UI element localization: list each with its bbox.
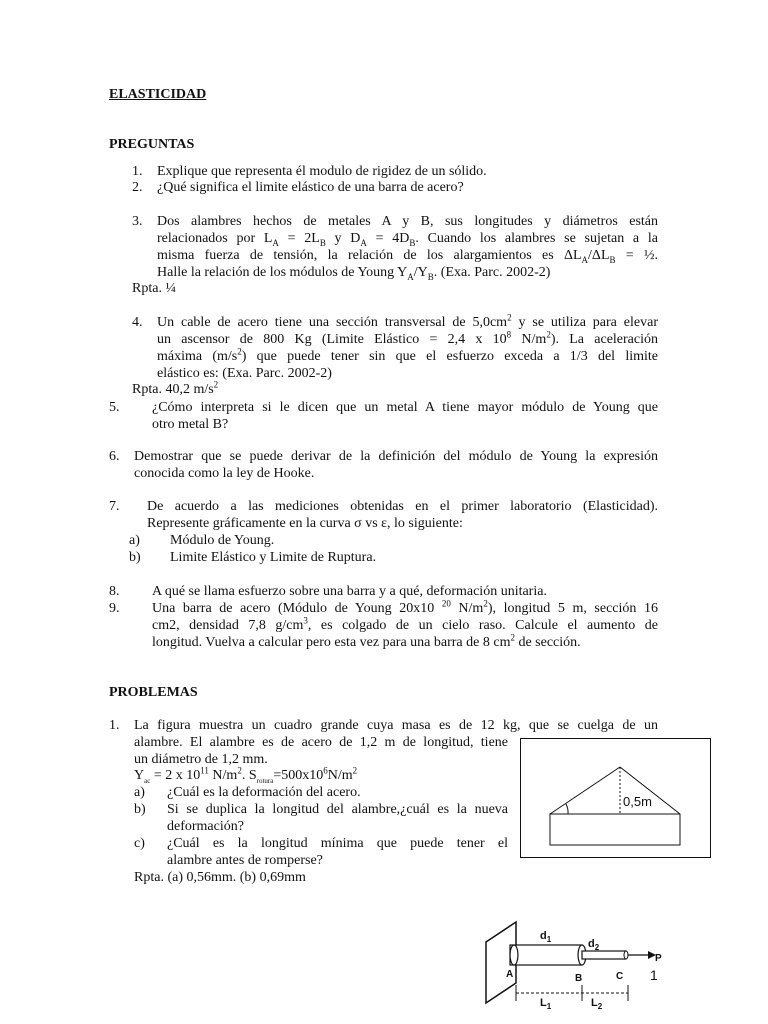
question-7-number: 7. [109,499,120,514]
question-2-text: ¿Qué significa el limite elástico de una barra de acero? [157,180,464,195]
problem-1-c-line-1: ¿Cuál es la longitud mínima que puede tener el [167,836,508,851]
question-9-number: 9. [109,601,120,616]
problem-1-line-3: un diámetro de 1,2 mm. [134,752,268,767]
problem-1-c-label: c) [134,836,145,851]
question-4-body [157,314,658,382]
rod-thin-end [624,951,628,959]
question-8-number: 8. [109,584,120,599]
rod-thick-end [510,945,518,965]
stepped-rod-figure [478,917,668,1023]
question-3-number: 3. [132,214,143,229]
rod-thin-section [582,951,626,959]
question-3-body [157,213,658,281]
question-7-line-2: Represente gráficamente en la curva σ vs ε, lo siguiente: [147,516,463,531]
force-label: P [655,953,662,964]
question-9-line-3: longitud. Vuelva a calcular pero esta vez para una barra de 8 $cm^2$ de sección. [152,632,581,650]
question-7-a-label: a) [129,533,140,548]
question-3-line-3: misma fuerza de tensión, la relación de los alargamientos es $\Delta L_A/\Delta L_B$ = ½. [157,248,658,265]
problem-1-b-line-1: Si se duplica la longitud del alambre,¿cuál es la nueva [167,802,508,817]
rod-thick-section [510,945,582,965]
problem-1-number: 1. [109,718,120,733]
length-1-label: $L_1$ [540,997,552,1011]
point-b-label: B [575,973,583,984]
question-1-number: 1. [132,164,143,179]
question-5-line-1: ¿Cómo interpreta si le dicen que un metal A tiene mayor módulo de Young que [152,400,658,415]
point-c-label: C [616,971,624,982]
problem-1-a-label: a) [134,785,145,800]
question-4-answer: Rpta. 40,2 $m/s^2$ [132,379,219,397]
question-5-line-2: otro metal B? [152,417,229,432]
question-5-body [152,399,658,433]
figure-number: 1 [650,967,658,983]
figure-frame [521,739,711,858]
question-5-number: 5. [109,400,120,415]
question-7-b-text: Limite Elástico y Limite de Ruptura. [170,550,377,565]
question-1-text: Explique que representa él modulo de rigidez de un sólido. [157,164,487,179]
problems-heading: PROBLEMAS [109,685,198,700]
question-7-a-text: Módulo de Young. [170,533,275,548]
question-4-line-3: máxima $(m/s^2)$ que puede tener sin que el esfuerzo exceda a 1/3 del limite [157,346,658,364]
hanging-picture-figure [520,738,711,858]
problem-1-a-text: ¿Cuál es la deformación del acero. [167,785,361,800]
question-7-body [147,498,658,532]
question-6-line-1: Demostrar que se puede derivar de la definición del módulo de Young la expresión [134,449,658,464]
question-6-body [134,448,658,482]
problem-1-c-line-2: alambre antes de romperse? [167,853,323,868]
point-a-label: A [506,969,514,980]
questions-heading: PREGUNTAS [109,137,195,152]
height-label: 0,5m [623,794,652,809]
question-4-number: 4. [132,315,143,330]
question-4-line-1: Un cable de acero tiene una sección transversal de $5,0cm^2$ y se utiliza para elevar [157,312,658,330]
question-9-line-2: cm2, densidad 7,8 $g/cm^3$, es colgado de un cielo raso. Calcule el aumento de [152,615,658,633]
problem-1-answer: Rpta. (a) 0,56mm. (b) 0,69mm [134,870,306,885]
picture-frame-box [550,814,680,845]
angle-arc [566,804,568,814]
question-7-line-1: De acuerdo a las mediciones obtenidas en el primer laboratorio (Elasticidad). [147,499,658,514]
question-3-line-4: Halle la relación de los módulos de Young $Y_A/Y_B$. (Exa. Parc. 2002-2) [157,265,551,282]
question-9-line-1: Una barra de acero (Módulo de Young 20x10 $^{20}$ $N/m^2$), longitud 5 m, sección 16 [152,598,659,616]
question-8-text: A qué se llama esfuerzo sobre una barra y a qué, deformación unitaria. [152,584,547,599]
problem-1-constants: $Y_{ac} = 2$ x $10^{11}$ $N/m^2$. $S_{rotura}=500x10^6N/m^2$ [134,765,358,785]
question-3-line-2: relacionados por $L_A = 2L_B$ y $D_A = 4D_B$. Cuando los alambres se sujetan a la [157,231,658,248]
diameter-2-label: $d_2$ [588,938,600,952]
problem-1-line-1: La figura muestra un cuadro grande cuya masa es de 12 kg, que se cuelga de un [134,718,658,733]
question-4-line-4: elástico es: (Exa. Parc. 2002-2) [157,366,332,381]
document-title: ELASTICIDAD [109,87,207,102]
problem-1-b-body [167,801,508,835]
problem-1-c-body [167,835,508,869]
question-2-number: 2. [132,180,143,195]
length-2-label: $L_2$ [591,997,603,1011]
question-6-line-2: conocida como la ley de Hooke. [134,466,315,481]
question-4-line-2: un ascensor de 800 Kg (Limite Elástico = 2,4 x $10^8$ $N/m^2$). La aceleración [157,329,658,347]
question-7-b-label: b) [129,550,141,565]
problem-1-b-label: b) [134,802,146,817]
question-9-body [152,600,658,651]
question-3-answer: Rpta. ¼ [132,281,176,296]
problem-1-b-line-2: deformación? [167,819,244,834]
problem-1-line-2: alambre. El alambre es de acero de 1,2 m de longitud, tiene [134,735,508,750]
question-3-line-1: Dos alambres hechos de metales A y B, sus longitudes y diámetros están [157,214,658,229]
diameter-1-label: $d_1$ [540,930,552,944]
wire-left [550,767,620,814]
question-6-number: 6. [109,449,120,464]
